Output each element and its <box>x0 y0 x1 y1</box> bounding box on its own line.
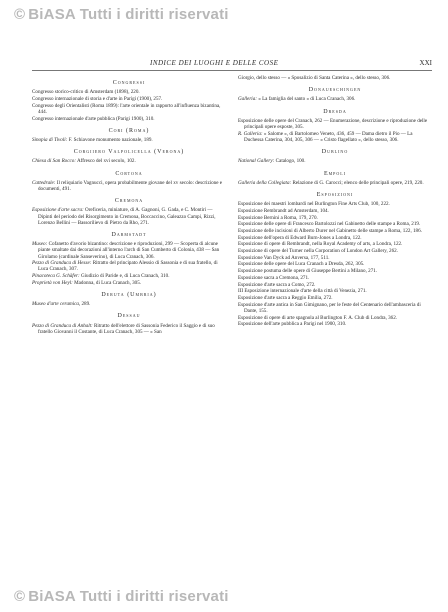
index-entry <box>32 323 226 335</box>
entry-location: Sinopia di Tivoli: <box>32 136 68 143</box>
index-entry <box>32 137 226 143</box>
section-title: Cori (Roma) <box>108 127 150 134</box>
section-title: Donaueschingen <box>308 87 362 94</box>
index-section <box>32 171 226 193</box>
index-entry <box>238 302 432 314</box>
entry-text: Esposizione postuma delle opere di Giuseppe Bertini a Milano, 271. <box>238 268 378 275</box>
entry-text: Ritratto dell'elettore di Sassonia Federico il Saggio e di suo fratello Giovanni il Costante, di Luca Cranach, 305 — « San <box>38 322 215 335</box>
running-title: INDICE DEI LUOGHI E DELLE COSE <box>150 59 279 67</box>
entry-location: R. Galleria: <box>238 130 263 137</box>
index-entry <box>238 201 432 207</box>
entry-text: Esposizione d'arte sacra a Como, 272. <box>238 281 316 288</box>
left-column <box>32 75 226 341</box>
index-section <box>32 313 226 335</box>
copyright-icon: © <box>14 587 26 605</box>
entry-text: Oreficeria, miniature, di A. Gagnoni, G. Gada, e C. Montiri — Dipinti del periodo del Risorgimento in Cremona, Boccaccino, Galeazzo Campi, Rizzi, Lorenzo Bellini — Bassorilievo di Pietro da Rho, 271. <box>38 207 216 226</box>
index-entry <box>238 131 432 143</box>
section-title: Dresda <box>323 108 347 115</box>
entry-text: III Esposizione internazionale d'arte della città di Venezia, 271. <box>238 288 367 295</box>
section-title: Deruta (Umbria) <box>101 292 157 299</box>
section-title: Congressi <box>112 80 146 86</box>
index-entry <box>32 96 226 102</box>
index-section <box>32 149 226 164</box>
index-entry <box>32 158 226 164</box>
entry-location: Pezzo di Granduca di Hesse: <box>32 260 92 267</box>
entry-location: Esposizione d'arte sacra: <box>32 207 84 214</box>
index-entry <box>238 268 432 274</box>
section-title: Dessau <box>117 313 141 320</box>
entry-text: Esposizione d'arte antica in San Gimignano, per le feste del Centenario dell'ambasceria di Dante, 155. <box>238 301 421 314</box>
entry-text: Esposizione d'arte sacra a Reggio Emilia, 272. <box>238 294 333 301</box>
index-section <box>238 109 432 144</box>
section-title: Esposizioni <box>316 191 354 198</box>
index-section <box>32 80 226 122</box>
section-title: Darmstadt <box>111 231 147 238</box>
entry-text: Esposizione dell'opera di Edward Burn-Jones a Londra, 122. <box>238 234 362 241</box>
index-entry <box>238 228 432 234</box>
index-entry <box>32 241 226 260</box>
index-entry <box>238 315 432 321</box>
index-entry <box>238 261 432 267</box>
section-title: Cortona <box>115 170 143 177</box>
entry-text: Il reliquiario Vagnucci, opera probabilmente giovane del xv secolo: descrizione e documenti, 491. <box>38 179 223 192</box>
index-entry <box>32 103 226 115</box>
index-entry <box>238 295 432 301</box>
entry-location: Museo: <box>32 241 48 248</box>
index-entry <box>238 208 432 214</box>
entry-text: Esposizione Van Dyck ad Anversa, 177, 511. <box>238 254 330 261</box>
index-entry <box>238 158 432 164</box>
entry-text: Relazione di G. Carocci; elenco delle principali opere, 219, 220. <box>292 179 424 186</box>
entry-text: F. Schiavone monumento nazionale, 189. <box>68 136 153 143</box>
entry-text: Esposizione dell'arte pubblica a Parigi nel 1900, 310. <box>238 321 347 328</box>
index-entry <box>32 273 226 279</box>
entry-text: Esposizione dei maestri lombardi nel Burlington Fine Arts Club, 100, 222. <box>238 201 390 208</box>
entry-text: 289. <box>81 301 91 308</box>
index-entry <box>32 280 226 286</box>
watermark-top <box>0 4 448 24</box>
index-section <box>238 75 432 81</box>
entry-text: Cofanetto d'avorio bizantino: descrizione e riproduzioni, 299 — Scoperta di alcune piante smaltate dai decorazioni all'interno l'arch di San Cumberto di Colonia, 438 — San Girolamo (cardinale Sanseverino), di Luca Cranach, 306. <box>38 241 220 260</box>
index-section <box>32 232 226 286</box>
entry-text: Congresso degli Orientalisti (Roma 1899): l'arte orientale in rapporto all'influenza bizantina, 444. <box>32 102 221 115</box>
index-section <box>238 171 432 186</box>
watermark-bottom <box>0 586 448 606</box>
entry-text: Esposizione Rembrandt ad Amsterdam, 104. <box>238 207 329 214</box>
index-entry <box>238 221 432 227</box>
entry-location: Galleria della Collegiata: <box>238 179 292 186</box>
entry-text: Congresso internazionale d'arte pubblica (Parigi 1900), 310. <box>32 115 155 122</box>
index-entry <box>238 75 432 81</box>
index-entry <box>238 96 432 102</box>
entry-text: Esposizione delle opere del Luca Cranach a Dresda, 262, 305. <box>238 261 365 268</box>
entry-text: Congresso storico-critico di Amsterdam (1898), 220. <box>32 89 140 96</box>
index-entry <box>238 255 432 261</box>
page-header <box>32 58 432 71</box>
index-entry <box>32 260 226 272</box>
index-entry <box>238 275 432 281</box>
index-section <box>32 292 226 307</box>
index-entry <box>32 180 226 192</box>
index-entry <box>238 215 432 221</box>
section-title: Cremona <box>114 198 144 205</box>
watermark-text: BiASA Tutti i diritti riservati <box>28 587 229 605</box>
index-entry <box>238 235 432 241</box>
entry-location: Cattedrale: <box>32 179 56 186</box>
entry-location: Proprietà von Heyl: <box>32 279 73 286</box>
entry-location: Museo d'arte ceramica, <box>32 301 81 308</box>
index-entry <box>238 288 432 294</box>
entry-text: Esposizione Bernini a Roma, 179, 270. <box>238 214 318 221</box>
index-section <box>238 149 432 164</box>
index-entry <box>32 89 226 95</box>
entry-location: National Gallery: <box>238 158 275 165</box>
entry-text: Esposizione sacra a Cremona, 271. <box>238 274 310 281</box>
watermark-text: BiASA Tutti i diritti riservati <box>28 5 229 23</box>
index-entry <box>238 248 432 254</box>
entry-text: Esposizione delle opere del Cranach, 262 — Enumerazione, descrizione e riproduzione delle principali opere esposte, 305. <box>238 117 428 131</box>
entry-text: « Salome », di Bartolomeo Veneto, 436, 459 — Dama dietro il Pio — La Duchessa Caterina, 304, 305, 306 — « Cristo flagellato », dello stesso, 306. <box>244 130 413 143</box>
page-number: XXI <box>419 59 432 67</box>
entry-location: Galleria: <box>238 96 257 103</box>
index-columns <box>32 75 432 341</box>
index-section <box>32 128 226 143</box>
right-column <box>238 75 432 341</box>
entry-text: Esposizione di opere di Rembrandt, nella Royal Academy of arts, a Londra, 122. <box>238 241 403 248</box>
entry-text: Esposizione di opere di arte spagnola al Burlington F. A. Club di Londra, 362. <box>238 314 398 321</box>
index-entry <box>32 116 226 122</box>
index-section <box>32 198 226 226</box>
index-section <box>238 87 432 102</box>
entry-text: Giorgio, dello stesso — « Sposalizio di Santa Caterina », dello stesso, 306. <box>238 75 391 81</box>
entry-text: Esposizione delle opere di Francesco Bartolozzi nel Gabinetto delle stampe a Roma, 219. <box>238 221 421 228</box>
entry-text: Esposizione di opere del Turner nella Corporation of London Art Gallery, 262. <box>238 248 398 255</box>
section-title: Empoli <box>323 170 347 177</box>
copyright-icon: © <box>14 5 26 23</box>
entry-text: Madonna, di Luca Cranach, 305. <box>74 279 142 286</box>
entry-text: Esposizione delle incisioni di Alberto Durer nel Gabinetto delle stampe a Roma, 122, 186. <box>238 227 422 234</box>
section-title: Corgiiero Valpolicella (Verona) <box>73 149 185 156</box>
index-page <box>32 58 432 578</box>
section-title: Dublino <box>321 149 349 156</box>
index-entry <box>32 301 226 307</box>
index-entry <box>238 321 432 327</box>
entry-text: Catalogo, 100. <box>275 158 306 165</box>
entry-text: Congresso internazionale di storia e d'arte in Parigi (1900), 257. <box>32 95 163 102</box>
entry-text: Ritratto del principato Alessio di Sassonia e di sua fratello, di Luca Cranach, 307. <box>38 260 218 273</box>
index-entry <box>32 207 226 226</box>
index-entry <box>238 241 432 247</box>
entry-text: Affresco del xvi secolo, 102. <box>77 158 136 165</box>
entry-text: « La famiglia del santo » di Luca Cranach, 306. <box>258 96 356 103</box>
index-entry <box>238 282 432 288</box>
entry-location: Pezzo di Granduca di Anhalt: <box>32 322 93 329</box>
entry-text: Giudizio di Paride e, di Luca Cranach, 310. <box>80 273 170 280</box>
index-entry <box>238 118 432 130</box>
entry-location: Pinacoteca G. Schäfer: <box>32 273 80 280</box>
index-entry <box>238 180 432 186</box>
entry-location: Chiesa di San Rocco: <box>32 158 76 165</box>
index-section <box>238 192 432 328</box>
